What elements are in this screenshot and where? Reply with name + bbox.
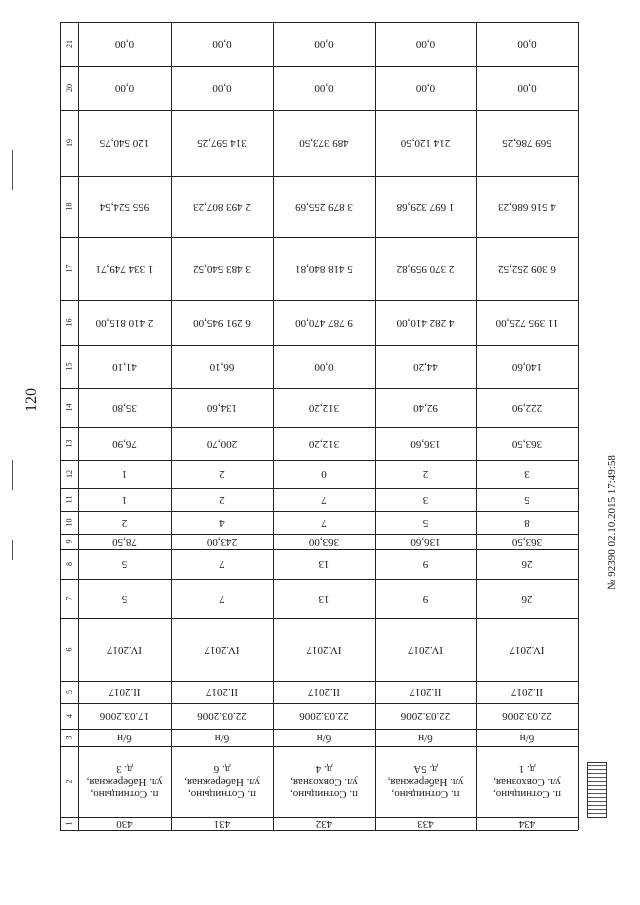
table-cell: 363,00 [308,535,340,548]
table-cell: IV.2017 [509,643,545,656]
column-number: 16 [64,318,74,327]
table-cell: 0,00 [212,38,232,51]
table-cell: б/н [418,731,433,744]
table-cell: 431 [213,817,231,830]
column-number: 8 [64,562,74,566]
table-cell: 5 [524,493,530,506]
table-cell: 22.03.2006 [502,710,552,723]
table-cell [78,746,171,817]
address-line: д. 3 [116,763,133,776]
column-number: 7 [64,596,74,601]
table-cell: 7 [219,558,225,571]
table-cell: 9 787 470,00 [295,316,353,329]
table-cell: 214 120,50 [400,137,451,150]
table-cell: 7 [321,493,327,506]
table-cell: 4 516 686,23 [498,200,556,213]
table-cell: 955 524,54 [99,200,150,213]
table-cell: II.2017 [510,686,544,699]
table-cell: б/н [214,731,230,744]
table-cell: 200,70 [206,437,238,450]
table-cell: 434 [518,817,536,830]
table-cell: 13 [318,592,330,605]
table-cell: 5 [121,592,128,605]
table-cell: 430 [116,817,133,830]
table-cell: 136,60 [410,535,441,548]
table-cell: 76,90 [112,437,137,450]
table-cell: 5 [121,558,128,571]
address-line: д. 6 [213,763,231,776]
table-cell: 9 [422,558,429,571]
table-cell: 140,60 [511,360,543,373]
table-cell: 0,00 [314,38,334,51]
column-number: 6 [64,647,74,652]
table-cell: 1 [121,468,128,481]
column-number: 20 [64,84,74,92]
table-cell: II.2017 [307,686,341,699]
table-cell: 26 [521,592,533,605]
table-cell: 1 334 749,71 [95,262,154,275]
address-line: п. Сотницыно, [187,788,257,801]
address-line: д. 5А [413,763,438,776]
column-number: 2 [64,779,74,784]
table-cell: 363,50 [511,535,543,548]
table-cell: 3 483 540,52 [193,262,251,275]
column-number: 3 [64,735,74,740]
table-cell: 363,50 [511,437,543,450]
table-cell: 0,00 [212,82,232,95]
table-cell: 0,00 [517,38,537,51]
table-cell: 489 373,50 [299,137,349,150]
table-cell: б/н [316,731,332,744]
column-number: 5 [64,690,74,694]
address-line: п. Сотницыно, [289,788,359,801]
table-cell: 22.03.2006 [197,710,247,723]
table-cell: 243,00 [206,535,238,548]
table-cell: 22.03.2006 [299,710,349,723]
table-cell: 7 [321,516,327,529]
table-cell: б/н [117,731,132,744]
table-cell: IV.2017 [204,643,240,656]
table-cell [476,746,578,817]
address-line: ул. Набережная, [387,775,464,788]
table-cell: 2 [121,516,128,529]
table-cell: IV.2017 [107,643,142,656]
address-line: ул. Совхозная, [493,775,561,788]
table-cell: 433 [417,817,434,830]
table-cell: 2 [219,493,225,506]
table-cell: 314 597,25 [197,137,247,150]
table-cell: 6 309 252,52 [498,262,556,275]
table-cell: IV.2017 [306,643,342,656]
column-number: 21 [64,40,74,48]
address-line: п. Сотницыно, [391,788,460,801]
table-cell: 120 540,75 [99,137,150,150]
table-cell: 3 879 255,69 [295,200,353,213]
column-number: 15 [64,362,74,371]
table-cell: 1 [121,493,128,506]
table-cell: 35,80 [112,401,137,414]
table-cell: 6 291 945,00 [193,316,251,329]
column-number: 17 [64,264,74,273]
table-cell: 66,10 [209,360,235,373]
column-number: 1 [64,821,74,826]
address-line: п. Сотницыно, [492,788,562,801]
table-cell: 136,60 [410,437,441,450]
table-cell: 13 [318,558,330,571]
table-cell [375,746,476,817]
table-cell: 92,40 [413,401,438,414]
grid-line [60,830,578,831]
grid-line [578,22,579,830]
register-table [60,22,578,830]
table-cell: 41,10 [112,360,137,373]
column-number: 14 [64,403,74,412]
column-number: 13 [64,439,74,448]
margin-mark [12,150,13,190]
table-cell: 8 [524,516,530,529]
column-number: 19 [64,139,74,147]
table-cell: II.2017 [205,686,239,699]
table-cell: 7 [219,592,225,605]
table-cell: 11 395 725,00 [495,316,559,329]
emblem-icon [587,762,607,818]
table-cell: 5 418 840,81 [295,262,353,275]
table-cell: 3 [422,493,429,506]
table-cell: 0 [321,468,327,481]
table-cell: 2 410 815,00 [95,316,154,329]
page-number: 120 [23,388,40,412]
table-cell: 2 493 807,23 [193,200,251,213]
address-line: ул. Набережная, [184,775,260,788]
address-line: д. 1 [518,763,536,776]
table-cell [171,746,273,817]
margin-mark [12,540,13,560]
table-cell: 78,50 [112,535,137,548]
table-cell: 0,00 [517,82,537,95]
table-cell: 2 [219,468,225,481]
table-cell: б/н [519,731,535,744]
table-cell: 569 786,25 [502,137,552,150]
table-cell: 3 [524,468,530,481]
table-cell: 312,20 [308,401,340,414]
column-number: 10 [64,518,74,527]
table-cell: 312,20 [308,437,340,450]
table-cell: 26 [521,558,533,571]
table-cell: 17.03.2006 [99,710,150,723]
table-cell: 0,00 [114,38,135,51]
address-line: ул. Набережная, [86,775,163,788]
table-cell: 134,60 [206,401,238,414]
table-cell: 5 [422,516,429,529]
table-cell: 9 [422,592,429,605]
table-cell: 0,00 [314,82,334,95]
table-cell: 1 697 329,68 [396,200,455,213]
document-stamp: № 92390 02.10.2015 17:49:58 [606,455,618,590]
table-cell: 44,20 [413,360,438,373]
table-cell: 0,00 [415,38,436,51]
table-cell: II.2017 [108,686,141,699]
column-number: 12 [64,470,74,478]
table-cell [273,746,375,817]
table-cell: 0,00 [314,360,334,373]
table-cell: 432 [315,817,333,830]
address-line: д. 4 [315,763,333,776]
address-line: п. Сотницыно, [90,788,159,801]
column-number: 11 [64,495,74,504]
column-number: 18 [64,202,74,211]
table-cell: 22.03.2006 [400,710,451,723]
table-cell: 2 [422,468,429,481]
column-number: 9 [64,539,74,544]
column-number: 4 [64,714,74,718]
table-cell: 222,90 [511,401,543,414]
table-cell: 4 [219,516,225,529]
table-cell: IV.2017 [408,643,443,656]
address-line: ул. Совхозная, [290,775,358,788]
table-cell: 0,00 [415,82,436,95]
table-cell: 2 370 959,82 [396,262,455,275]
margin-mark [12,460,13,490]
table-cell: 4 282 410,00 [396,316,455,329]
table-cell: 0,00 [114,82,135,95]
table-cell: II.2017 [409,686,442,699]
